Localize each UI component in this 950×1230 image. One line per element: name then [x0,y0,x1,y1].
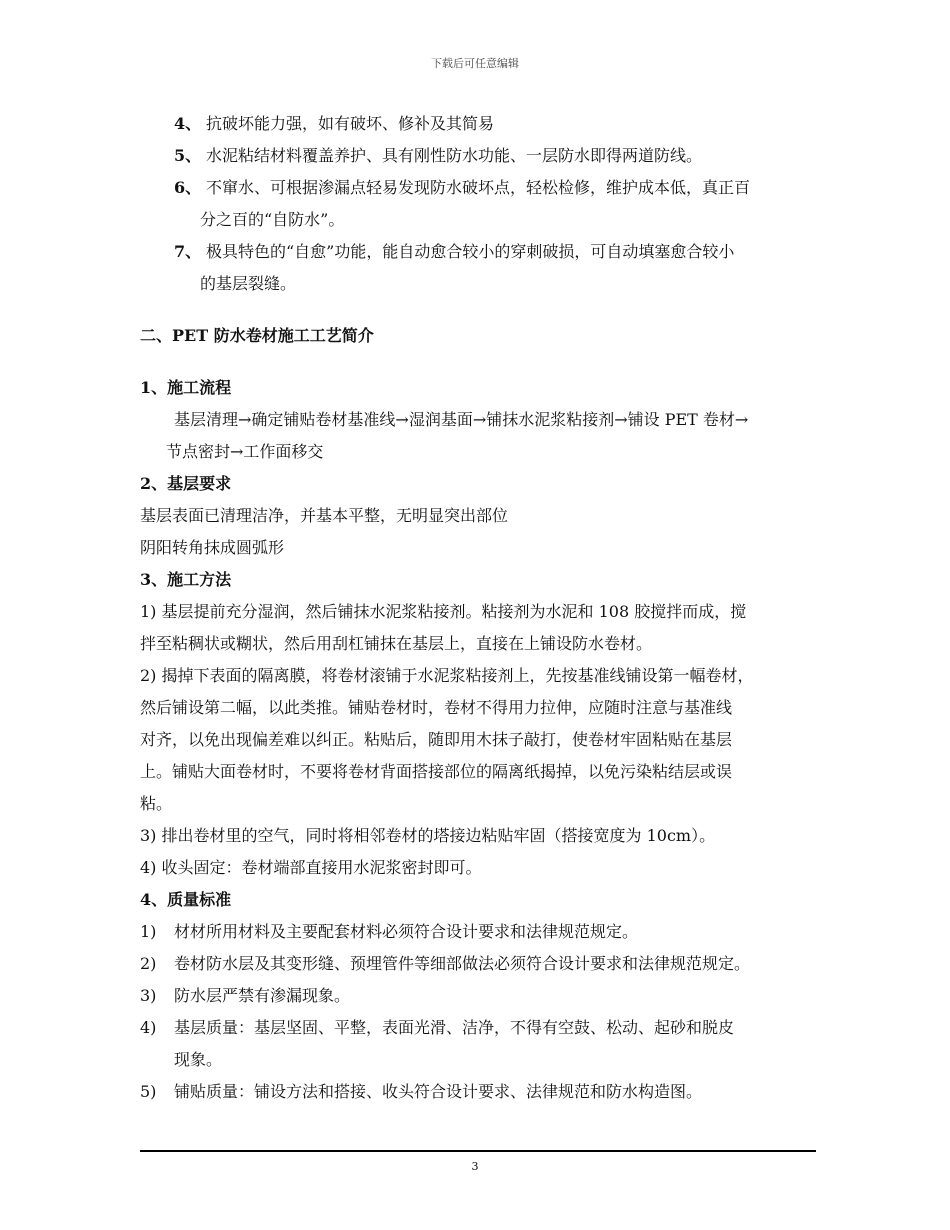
method-line: 拌至粘稠状或糊状，然后用刮杠铺抹在基层上，直接在上铺设防水卷材。 [140,634,653,653]
item-number: 5) [140,1082,157,1101]
footer-divider [140,1150,816,1152]
item-text: 抗破坏能力强，如有破坏、修补及其简易 [206,114,495,133]
quality-item [140,916,850,948]
subsection-title: 4、质量标准 [140,890,232,909]
quality-item [140,1012,850,1076]
item-text: 铺贴质量：铺设方法和搭接、收头符合设计要求、法律规范和防水构造图。 [174,1082,703,1101]
method-line: 粘。 [140,794,173,813]
quality-item [140,1076,850,1108]
advantage-item [140,236,850,300]
quality-item [140,980,850,1012]
method-line: 4) 收头固定：卷材端部直接用水泥浆密封即可。 [140,858,482,877]
base-requirement-line: 阴阳转角抹成圆弧形 [140,538,285,557]
advantage-item [140,140,850,172]
method-line: 上。铺贴大面卷材时，不要将卷材背面搭接部位的隔离纸揭掉，以免污染粘结层或误 [140,762,733,781]
item-text: 不窜水、可根据渗漏点轻易发现防水破坏点，轻松检修，维护成本低，真正百 [206,178,751,197]
item-number: 6、 [174,178,202,197]
item-text: 防水层严禁有渗漏现象。 [174,986,351,1005]
item-number: 4、 [174,114,202,133]
page-header: 下载后可任意编辑 [431,57,519,70]
method-line: 1) 基层提前充分湿润，然后铺抹水泥浆粘接剂。粘接剂为水泥和 108 胶搅拌而成，搅 [140,602,747,621]
advantage-item [140,108,850,140]
quality-item [140,948,850,980]
base-requirement-line: 基层表面已清理洁净，并基本平整，无明显突出部位 [140,506,509,525]
method-line: 然后铺设第二幅，以此类推。铺贴卷材时，卷材不得用力拉伸，应随时注意与基准线 [140,698,733,717]
item-number: 3) [140,986,157,1005]
item-number: 4) [140,1018,157,1037]
section-title: 二、PET 防水卷材施工工艺简介 [140,326,374,345]
item-text: 材材所用材料及主要配套材料必须符合设计要求和法律规范规定。 [174,922,639,941]
page-number: 3 [471,1160,479,1173]
subsection-title: 2、基层要求 [140,474,232,493]
item-number: 2) [140,954,157,973]
item-text: 分之百的“自防水”。 [200,210,345,229]
method-line: 3) 排出卷材里的空气，同时将相邻卷材的塔接边粘贴牢固（搭接宽度为 10cm）。 [140,826,716,845]
item-text: 极具特色的“自愈”功能，能自动愈合较小的穿刺破损，可自动填塞愈合较小 [206,242,735,261]
document-body [140,108,850,1108]
item-text: 的基层裂缝。 [200,274,297,293]
item-text: 现象。 [174,1050,223,1069]
subsection-title: 3、施工方法 [140,570,232,589]
process-line: 基层清理→确定铺贴卷材基准线→湿润基面→铺抹水泥浆粘接剂→铺设 PET 卷材→ [174,410,749,429]
method-line: 对齐，以免出现偏差难以纠正。粘贴后，随即用木抹子敲打，使卷材牢固粘贴在基层 [140,730,733,749]
process-line: 节点密封→工作面移交 [166,442,324,461]
advantage-item [140,172,850,236]
item-number: 7、 [174,242,202,261]
item-number: 1) [140,922,157,941]
method-line: 2) 揭掉下表面的隔离膜，将卷材滚铺于水泥浆粘接剂上，先按基准线铺设第一幅卷材， [140,666,754,685]
item-text: 水泥粘结材料覆盖养护、具有刚性防水功能、一层防水即得两道防线。 [206,146,703,165]
item-text: 基层质量：基层坚固、平整，表面光滑、洁净，不得有空鼓、松动、起砂和脱皮 [174,1018,735,1037]
item-number: 5、 [174,146,202,165]
subsection-title: 1、施工流程 [140,378,232,397]
item-text: 卷材防水层及其变形缝、预埋管件等细部做法必须符合设计要求和法律规范规定。 [174,954,751,973]
